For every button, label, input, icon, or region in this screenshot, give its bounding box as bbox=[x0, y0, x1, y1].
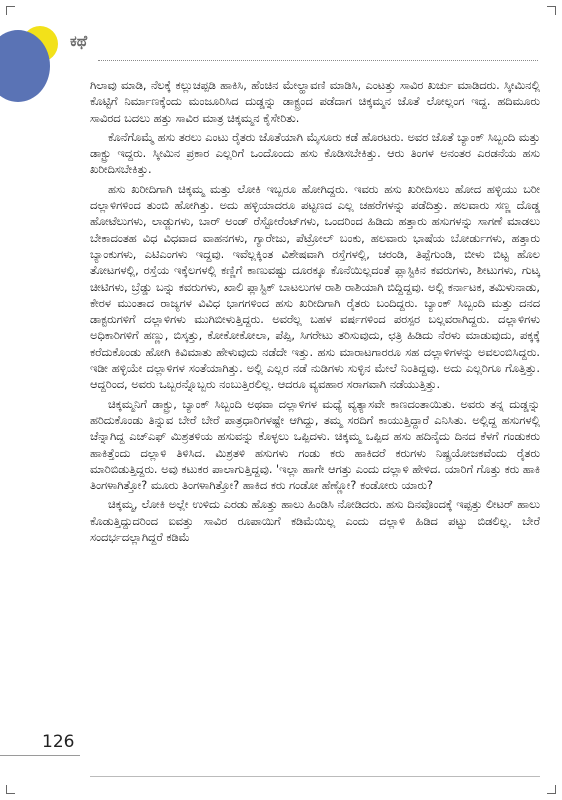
crop-mark-top-left bbox=[6, 6, 15, 15]
story-body bbox=[90, 78, 540, 546]
page-number: 126 bbox=[42, 732, 75, 752]
paragraph: ಚಿಕ್ಕಮ್ಮ, ಲೋಕಿ ಅಲ್ಲೇ ಉಳಿದು ಎರಡು ಹೊತ್ತು ಹಾಲು ಹಿಂಡಿಸಿ ನೋಡಿದರು. ಹಸು ದಿನವೊಂದಕ್ಕೆ ಇಪ್ಪತ್ತು ಲೀಟರ್ ಹಾಲು ಕೊಡುತ್ತಿದ್ದುದರಿಂದ ಐವತ್ತು ಸಾವಿರ ರೂಪಾಯಿಗೆ ಕಡಿಮೆಯಿಲ್ಲ ಎಂದು ದಲ್ಲಾಳಿ ಹಿಡಿದ ಪಟ್ಟು ಬಿಡಲಿಲ್ಲ. ಬೇರೆ ಸಂದರ್ಭದಲ್ಲಾಗಿದ್ದರೆ ಕಡಿಮೆ bbox=[90, 498, 540, 545]
page-number-rule bbox=[0, 755, 80, 756]
section-title: ಕಥೆ bbox=[70, 32, 88, 50]
crop-mark-top-right bbox=[547, 6, 556, 15]
paragraph: ಹಸು ಖರೀದಿಗಾಗಿ ಚಿಕ್ಕಮ್ಮ ಮತ್ತು ಲೋಕಿ ಇಬ್ಬರೂ ಹೋಗಿದ್ದರು. ಇವರು ಹಸು ಖರೀದಿಸಲು ಹೋದ ಹಳ್ಳಿಯು ಬರೀ ದಲ್ಲಾಳಿಗಳಿಂದ ತುಂಬಿ ಹೋಗಿತ್ತು. ಅದು ಹಳ್ಳಿಯಾದರೂ ಪಟ್ಟಣದ ಎಲ್ಲ ಚಹರೆಗಳನ್ನು ಪಡೆದಿತ್ತು. ಹಲವಾರು ಸಣ್ಣ ದೊಡ್ಡ ಹೋಟೆಲುಗಳು, ಲಾಡ್ಜುಗಳು, ಬಾರ್ ಅಂಡ್ ರೆಸ್ಟೋರೆಂಟ್‌ಗಳು, ಒಂದರಿಂದ ಹಿಡಿದು ಹತ್ತಾರು ಹಸುಗಳನ್ನು ಸಾಗಣೆ ಮಾಡಲು ಬೇಕಾದಂತಹ ವಿಧ ವಿಧವಾದ ವಾಹನಗಳು, ಗ್ಯಾರೇಜು, ಪೆಟ್ರೋಲ್ ಬಂಕು, ಹಲವಾರು ಭಾಷೆಯ ಬೋರ್ಡುಗಳು, ಹತ್ತಾರು ಬ್ಯಾಂಕುಗಳು, ಎಟಿಎಂಗಳು ಇದ್ದವು. ಇವೆಲ್ಲಕ್ಕಿಂತ ವಿಶೇಷವಾಗಿ ರಸ್ತೆಗಳಲ್ಲಿ, ಚರಂಡಿ, ತಿಪ್ಪೆಗುಂಡಿ, ಬೀಳು ಬಿಟ್ಟ ಹೊಲ ತೋಟಗಳಲ್ಲಿ, ರಸ್ತೆಯ ಇಕ್ಕೆಲಗಳಲ್ಲಿ ಕಣ್ಣಿಗೆ ಕಾಣುವಷ್ಟು ದೂರಕ್ಕೂ ಕೊನೆಯಿಲ್ಲದಂತೆ ಪ್ಲಾಸ್ಟಿಕಿನ ಕವರುಗಳು, ಶೀಟುಗಳು, ಗುಟ್ಕ ಚೀಟಿಗಳು, ಬ್ರೆಡ್ಡು ಬನ್ನು ಕವರುಗಳು, ಖಾಲಿ ಪ್ಲಾಸ್ಟಿಕ್ ಬಾಟಲುಗಳ ರಾಶಿ ರಾಶಿಯಾಗಿ ಬಿದ್ದಿದ್ದವು. ಅಲ್ಲಿ ಕರ್ನಾಟಕ, ತಮಿಳುನಾಡು, ಕೇರಳ ಮುಂತಾದ ರಾಜ್ಯಗಳ ವಿವಿಧ ಭಾಗಗಳಿಂದ ಹಸು ಖರೀದಿಗಾಗಿ ರೈತರು ಬಂದಿದ್ದರು. ಬ್ಯಾಂಕ್ ಸಿಬ್ಬಂದಿ ಮತ್ತು ದನದ ಡಾಕ್ಟರುಗಳಿಗೆ ದಲ್ಲಾಳಿಗಳು ಮುಗಿಬೀಳುತ್ತಿದ್ದರು. ಅವರೆಲ್ಲ ಬಹಳ ವರ್ಷಗಳಿಂದ ಪರಸ್ಪರ ಬಲ್ಲವರಾಗಿದ್ದರು. ದಲ್ಲಾಳಿಗಳು ಅಧಿಕಾರಿಗಳಿಗೆ ಹಣ್ಣು, ಬಿಸ್ಕತ್ತು, ಕೋಕೋಕೋಲಾ, ಪೆಪ್ಸಿ, ಸಿಗರೇಟು ತರಿಸುವುದು, ಛತ್ರಿ ಹಿಡಿದು ನೆರಳು ಮಾಡುವುದು, ಪಕ್ಕಕ್ಕೆ ಕರೆದುಕೊಂಡು ಹೋಗಿ ಕಿವಿಮಾತು ಹೇಳುವುದು ನಡೆದೇ ಇತ್ತು. ಹಸು ಮಾರಾಟಗಾರರೂ ಸಹ ದಲ್ಲಾಳಿಗಳನ್ನು ಅವಲಂಬಿಸಿದ್ದರು. ಇಡೀ ಹಳ್ಳಿಯೇ ದಲ್ಲಾಳಿಗಳ ಸಂತೆಯಾಗಿತ್ತು. ಅಲ್ಲಿ ಎಲ್ಲರ ನಡೆ ನುಡಿಗಳು ಸುಳ್ಳಿನ ಮೇಲೆ ನಿಂತಿದ್ದವು. ಅದು ಎಲ್ಲರಿಗೂ ಗೊತ್ತಿತ್ತು. ಆದ್ದರಿಂದ, ಅವರು ಒಬ್ಬರನ್ನೊಬ್ಬರು ನಂಬುತ್ತಿರಲಿಲ್ಲ. ಆದರೂ ವ್ಯವಹಾರ ಸರಾಗವಾಗಿ ನಡೆಯುತ್ತಿತ್ತು. bbox=[90, 182, 540, 392]
header-dotted-rule bbox=[98, 60, 538, 61]
paragraph: ಕೊನೆಗೊಮ್ಮೆ ಹಸು ತರಲು ಎಂಟು ರೈತರು ಜೊತೆಯಾಗಿ ಮೈಸೂರು ಕಡೆ ಹೊರಟರು. ಅವರ ಜೊತೆ ಬ್ಯಾಂಕ್ ಸಿಬ್ಬಂದಿ ಮತ್ತು ಡಾಕ್ಟ್ರು ಇದ್ದರು. ಸ್ಕೀಮಿನ ಪ್ರಕಾರ ಎಲ್ಲರಿಗೆ ಒಂದೊಂದು ಹಸು ಕೊಡಿಸಬೇಕಿತ್ತು. ಆರು ತಿಂಗಳ ಅನಂತರ ಎರಡನೆಯ ಹಸು ಖರೀದಿಸಬೇಕಿತ್ತು. bbox=[90, 130, 540, 177]
crop-mark-bottom-left bbox=[6, 785, 15, 794]
paragraph: ಗಿಲಾವು ಮಾಡಿ, ನೆಲಕ್ಕೆ ಕಲ್ಲುಚಪ್ಪಡಿ ಹಾಕಿಸಿ, ಹೆಂಚಿನ ಮೇಲ್ಹಾವಣಿ ಮಾಡಿಸಿ, ಎಂಟತ್ತು ಸಾವಿರ ಖರ್ಚು ಮಾಡಿದರು. ಸ್ಕೀಮಿನಲ್ಲಿ ಕೊಟ್ಟಿಗೆ ನಿರ್ಮಾಣಕ್ಕೆಂದು ಮಂಜೂರಿಸಿದ ದುಡ್ಡನ್ನು ಡಾಕ್ಟ್ರಂದ ಪಡೆದಾಗ ಚಿಕ್ಕಮ್ಮನ ಜೊತೆ ಲೋಲ್ಲಂಗ ಇದ್ದ. ಹದಿಮೂರು ಸಾವಿರದ ಬದಲು ಹತ್ತು ಸಾವಿರ ಮಾತ್ರ ಚಿಕ್ಕಮ್ಮನ ಕೈಸೇರಿತು. bbox=[90, 79, 540, 125]
paragraph: ಚಿಕ್ಕಮ್ಮನಿಗೆ ಡಾಕ್ಟ್ರು, ಬ್ಯಾಂಕ್ ಸಿಬ್ಬಂದಿ ಅಥವಾ ದಲ್ಲಾಳಿಗಳ ಮಧ್ಯೆ ವ್ಯತ್ಯಾಸವೇ ಕಾಣದಂತಾಯಿತು. ಅವರು ತನ್ನ ದುಡ್ಡನ್ನು ಹರಿದುಕೊಂಡು ತಿನ್ನುವ ಬೇರೆ ಬೇರೆ ಪಾತ್ರಧಾರಿಗಳಷ್ಟೇ ಆಗಿದ್ದು, ತಮ್ಮ ಸರದಿಗೆ ಕಾಯುತ್ತಿದ್ದಾರೆ ಎನಿಸಿತು. ಅಲ್ಲಿದ್ದ ಹಸುಗಳಲ್ಲಿ ಚೆನ್ನಾಗಿದ್ದ ಎಚ್‌ಎಫ್ ಮಿಶ್ರತಳಿಯ ಹಸುವನ್ನು ಕೊಳ್ಳಲು ಒಪ್ಪಿದಳು. ಚಿಕ್ಕಮ್ಮ ಒಪ್ಪಿದ ಹಸು ಹದಿನೈದು ದಿನದ ಕೆಳಗೆ ಗಂಡುಕರು ಹಾಕಿತ್ತೆಂದು ದಲ್ಲಾಳಿ ತಿಳಿಸಿದ. ಮಿಶ್ರತಳಿ ಹಸುಗಳು ಗಂಡು ಕರು ಹಾಕಿದರೆ ಕರುಗಳು ನಿಷ್ಪ್ರಯೋಜಕವೆಂದು ರೈತರು ಮಾರಿಬಿಡುತ್ತಿದ್ದರು. ಅವು ಕಟುಕರ ಪಾಲಾಗುತ್ತಿದ್ದವು. 'ಇಲ್ಲಾ ಹಾಗೇ ಆಗತ್ತು ಎಂದು ದಲ್ಲಾಳಿ ಹೇಳಿದ. ಯಾರಿಗೆ ಗೊತ್ತು ಕರು ಹಾಕಿ ತಿಂಗಳಾಗಿತ್ತೋ? ಮೂರು ತಿಂಗಳಾಗಿತ್ತೋ? ಹಾಕಿದ ಕರು ಗಂಡೋ ಹೆಣ್ಣೋ? ಕಂಡೋರು ಯಾರು? bbox=[90, 397, 540, 493]
crop-mark-bottom-right bbox=[547, 785, 556, 794]
bottom-rule bbox=[90, 776, 540, 777]
